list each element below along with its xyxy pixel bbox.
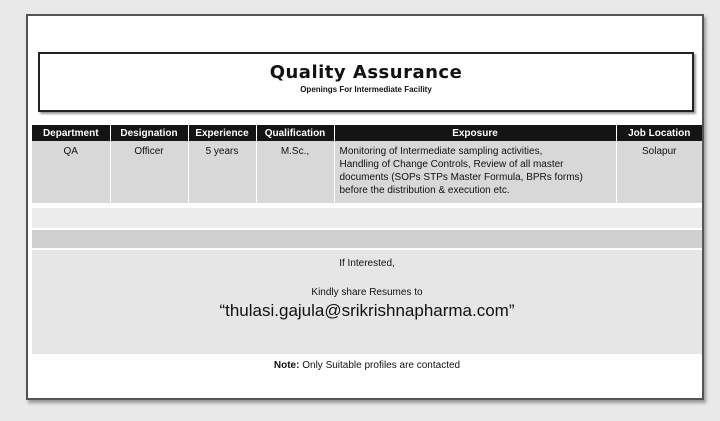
column-header-job-location: Job Location: [616, 125, 702, 141]
cell-department: QA: [32, 141, 110, 203]
spacer-band-dark: [32, 230, 702, 248]
cell-exposure: [334, 141, 616, 203]
title-box: [38, 52, 694, 112]
page-subtitle: Openings For Intermediate Facility: [300, 85, 432, 94]
exposure-line: documents (SOPs STPs Master Formula, BPRs forms): [339, 172, 583, 183]
column-header-designation: Designation: [110, 125, 188, 141]
column-header-experience: Experience: [188, 125, 256, 141]
spacer-band-light: [32, 208, 702, 228]
interested-text: If Interested,: [339, 258, 395, 269]
exposure-line: Handling of Change Controls, Review of all master: [339, 159, 564, 170]
job-posting-page: [26, 14, 704, 400]
column-header-department: Department: [32, 125, 110, 141]
cell-designation: Officer: [110, 141, 188, 203]
contact-section: [32, 250, 702, 354]
exposure-line: Monitoring of Intermediate sampling activities,: [339, 146, 543, 157]
cell-job-location: Solapur: [616, 141, 702, 203]
contact-email: “thulasi.gajula@srikrishnapharma.com”: [219, 301, 515, 320]
cell-qualification: M.Sc.,: [256, 141, 334, 203]
page-title: Quality Assurance: [269, 62, 463, 83]
note-text: Only Suitable profiles are contacted: [299, 360, 461, 371]
openings-table: [32, 125, 702, 203]
table-row: [32, 141, 702, 203]
column-header-exposure: Exposure: [334, 125, 616, 141]
share-resume-text: Kindly share Resumes to: [311, 287, 423, 298]
note-label: Note:: [273, 360, 300, 371]
column-header-qualification: Qualification: [256, 125, 334, 141]
table-header-row: [32, 125, 702, 141]
exposure-line: before the distribution & execution etc.: [339, 185, 510, 196]
footer-note: [32, 360, 702, 371]
cell-experience: 5 years: [188, 141, 256, 203]
